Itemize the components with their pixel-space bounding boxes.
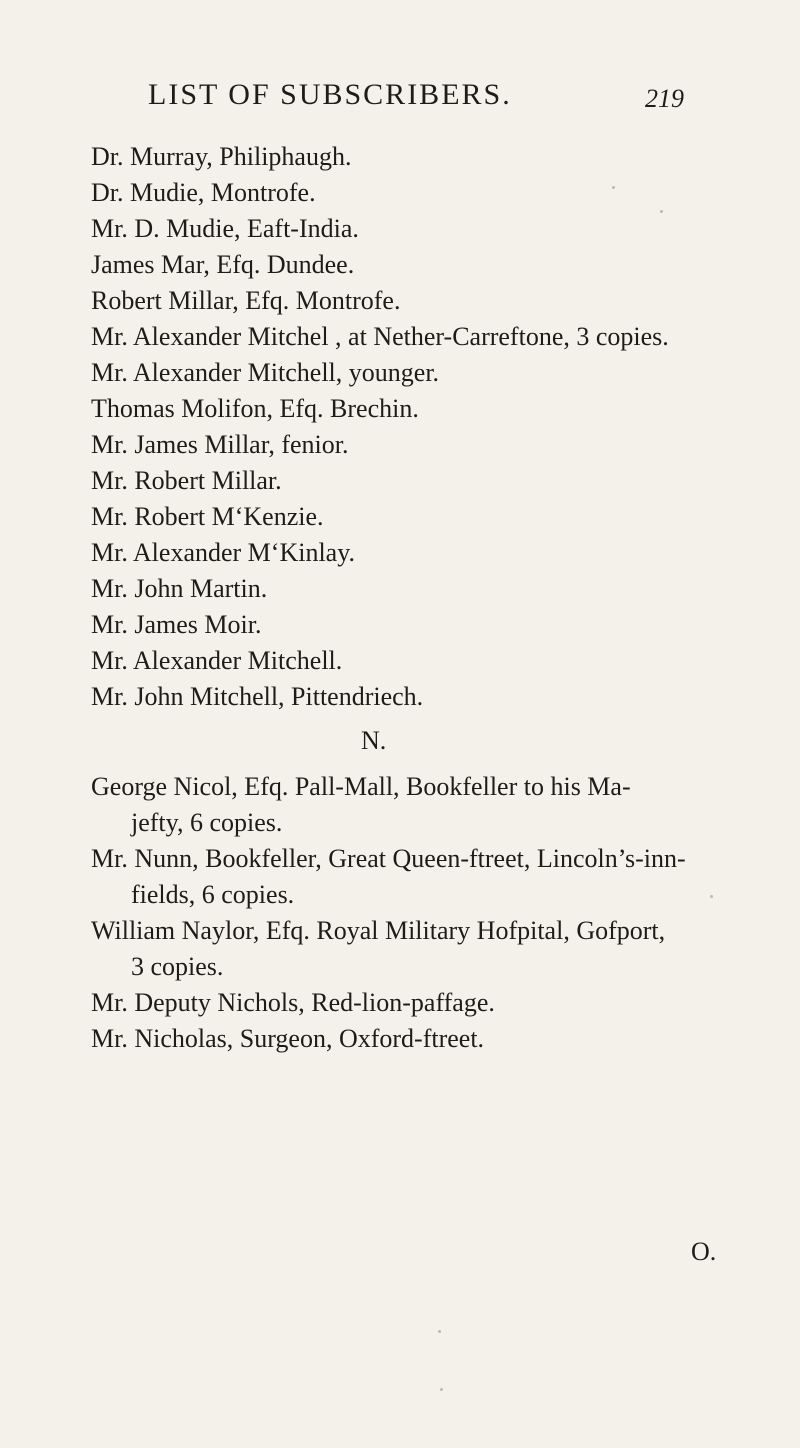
subscriber-entry: James Mar, Efq. Dundee. bbox=[91, 250, 355, 279]
catchword: O. bbox=[691, 1237, 717, 1266]
paper-speck bbox=[438, 1330, 441, 1333]
subscriber-entry: Mr. Alexander Mitchel , at Nether-Carreftone, 3 copies. bbox=[91, 322, 669, 351]
subscriber-entry: Mr. Alexander Mitchell. bbox=[91, 646, 343, 675]
section-heading: N. bbox=[361, 726, 387, 755]
subscriber-entry: Robert Millar, Efq. Montrofe. bbox=[91, 286, 401, 315]
subscriber-entry: Mr. Robert Millar. bbox=[91, 466, 282, 495]
subscriber-entry-line: George Nicol, Efq. Pall-Mall, Bookfeller to his Ma- bbox=[91, 772, 631, 801]
subscriber-entry-line: Mr. Deputy Nichols, Red-lion-paffage. bbox=[91, 988, 495, 1017]
subscriber-entry: Thomas Molifon, Efq. Brechin. bbox=[91, 394, 419, 423]
subscriber-entry: Dr. Murray, Philiphaugh. bbox=[91, 142, 352, 171]
subscriber-entry-line: Mr. Nunn, Bookfeller, Great Queen-ftreet, Lincoln’s-inn- bbox=[91, 844, 686, 873]
subscriber-entry: Dr. Mudie, Montrofe. bbox=[91, 178, 316, 207]
paper-speck bbox=[440, 1388, 443, 1391]
subscriber-list bbox=[91, 139, 771, 1057]
subscriber-entry: Mr. John Mitchell, Pittendriech. bbox=[91, 682, 424, 711]
subscriber-entry: Mr. John Martin. bbox=[91, 574, 268, 603]
paper-speck bbox=[612, 186, 615, 189]
subscriber-entry: Mr. James Millar, fenior. bbox=[91, 430, 349, 459]
subscriber-entry: Mr. Alexander Mitchell, younger. bbox=[91, 358, 440, 387]
subscriber-entry-continuation: fields, 6 copies. bbox=[131, 880, 295, 909]
paper-speck bbox=[710, 895, 713, 898]
subscriber-entry-line: William Naylor, Efq. Royal Military Hofpital, Gofport, bbox=[91, 916, 666, 945]
subscriber-entry-continuation: jefty, 6 copies. bbox=[131, 808, 283, 837]
subscriber-entry: Mr. Robert M‘Kenzie. bbox=[91, 502, 324, 531]
subscriber-entry: Mr. D. Mudie, Eaft-India. bbox=[91, 214, 359, 243]
running-header: LIST OF SUBSCRIBERS. bbox=[148, 78, 512, 111]
page-number: 219 bbox=[645, 84, 684, 113]
subscriber-entry-continuation: 3 copies. bbox=[131, 952, 224, 981]
subscriber-entry: Mr. Alexander M‘Kinlay. bbox=[91, 538, 356, 567]
subscriber-entry-line: Mr. Nicholas, Surgeon, Oxford-ftreet. bbox=[91, 1024, 485, 1053]
subscriber-entry: Mr. James Moir. bbox=[91, 610, 262, 639]
paper-speck bbox=[660, 210, 663, 213]
